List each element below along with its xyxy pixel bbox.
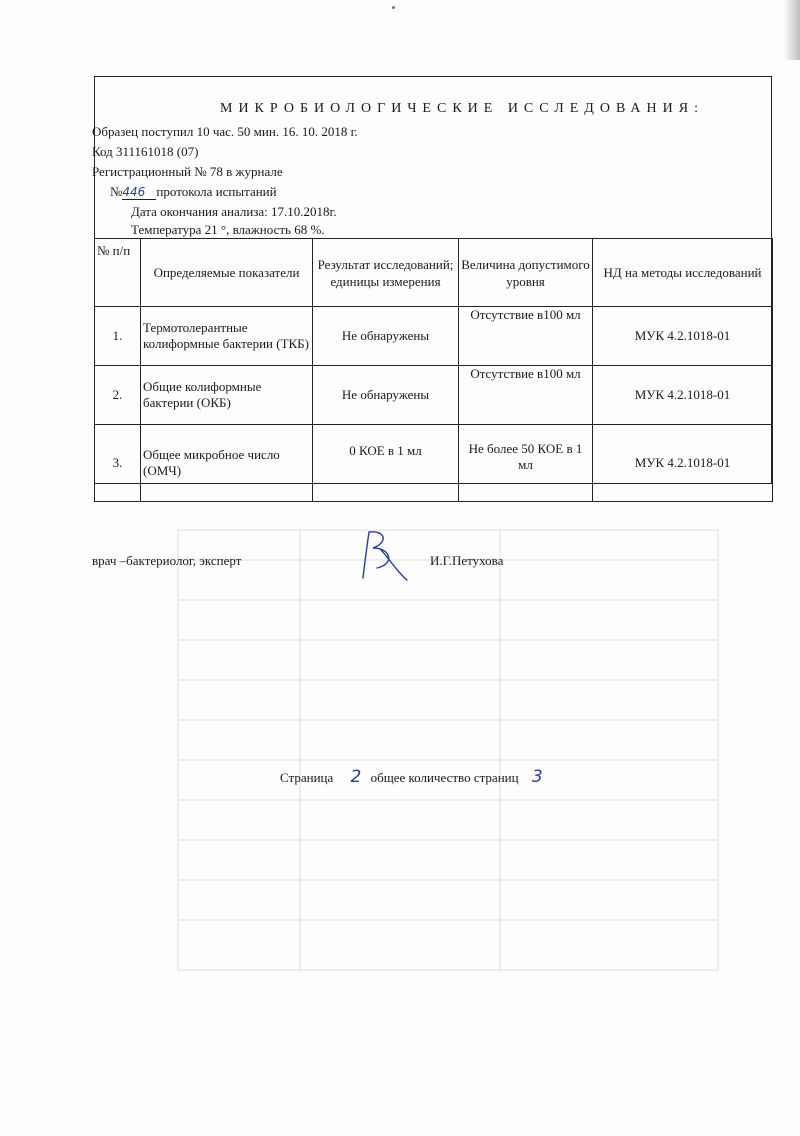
sample-received-line: Образец поступил 10 час. 50 мин. 16. 10. 2018 г. bbox=[92, 124, 358, 139]
table-row bbox=[95, 307, 773, 366]
conditions-line: Температура 21 °, влажность 68 %. bbox=[131, 222, 325, 237]
signer-name: И.Г.Петухова bbox=[430, 553, 504, 568]
result-value: Не обнаружены bbox=[313, 366, 459, 425]
protocol-number: 446 bbox=[122, 185, 156, 200]
result-value: Не обнаружены bbox=[313, 307, 459, 366]
protocol-line bbox=[110, 184, 277, 200]
registration-line: Регистрационный № 78 в журнале bbox=[92, 164, 283, 179]
total-pages-label: общее количество страниц bbox=[370, 770, 519, 785]
page-label: Страница bbox=[280, 770, 334, 785]
indicator-name: Общие колиформные бактерии (ОКБ) bbox=[141, 366, 313, 425]
scan-speck bbox=[392, 6, 395, 9]
protocol-prefix: № bbox=[110, 184, 123, 199]
column-header: НД на методы исследований bbox=[593, 239, 773, 307]
table-row bbox=[95, 425, 773, 502]
table-header-row bbox=[95, 239, 773, 307]
row-number: 3. bbox=[95, 425, 141, 502]
code-line: Код 311161018 (07) bbox=[92, 144, 199, 159]
method-document: МУК 4.2.1018-01 bbox=[593, 307, 773, 366]
column-header: Величина допустимого уровня bbox=[459, 239, 593, 307]
result-value: 0 КОЕ в 1 мл bbox=[313, 425, 459, 502]
indicator-name: Общее микробное число (ОМЧ) bbox=[141, 425, 313, 502]
column-header: № п/п bbox=[95, 239, 141, 307]
column-header: Результат исследований; единицы измерения bbox=[313, 239, 459, 307]
end-date-line: Дата окончания анализа: 17.10.2018г. bbox=[131, 204, 337, 219]
page-counter bbox=[280, 767, 543, 787]
method-document: МУК 4.2.1018-01 bbox=[593, 366, 773, 425]
results-table bbox=[94, 238, 773, 502]
permissible-level: Не более 50 КОЕ в 1 мл bbox=[459, 425, 593, 502]
scan-shadow bbox=[784, 0, 800, 60]
permissible-level: Отсутствие в100 мл bbox=[459, 366, 593, 425]
row-number: 2. bbox=[95, 366, 141, 425]
signature-mark bbox=[355, 528, 415, 584]
column-header: Определяемые показатели bbox=[141, 239, 313, 307]
protocol-suffix: протокола испытаний bbox=[156, 184, 277, 199]
signer-role: врач –бактериолог, эксперт bbox=[92, 553, 242, 568]
total-pages-number: 3 bbox=[531, 767, 543, 787]
permissible-level: Отсутствие в100 мл bbox=[459, 307, 593, 366]
indicator-name: Термотолерантные колиформные бактерии (ТКБ) bbox=[141, 307, 313, 366]
current-page-number: 2 bbox=[350, 767, 362, 787]
row-number: 1. bbox=[95, 307, 141, 366]
table-row bbox=[95, 366, 773, 425]
method-document: МУК 4.2.1018-01 bbox=[593, 425, 773, 502]
document-title: МИКРОБИОЛОГИЧЕСКИЕ ИССЛЕДОВАНИЯ: bbox=[220, 101, 704, 116]
